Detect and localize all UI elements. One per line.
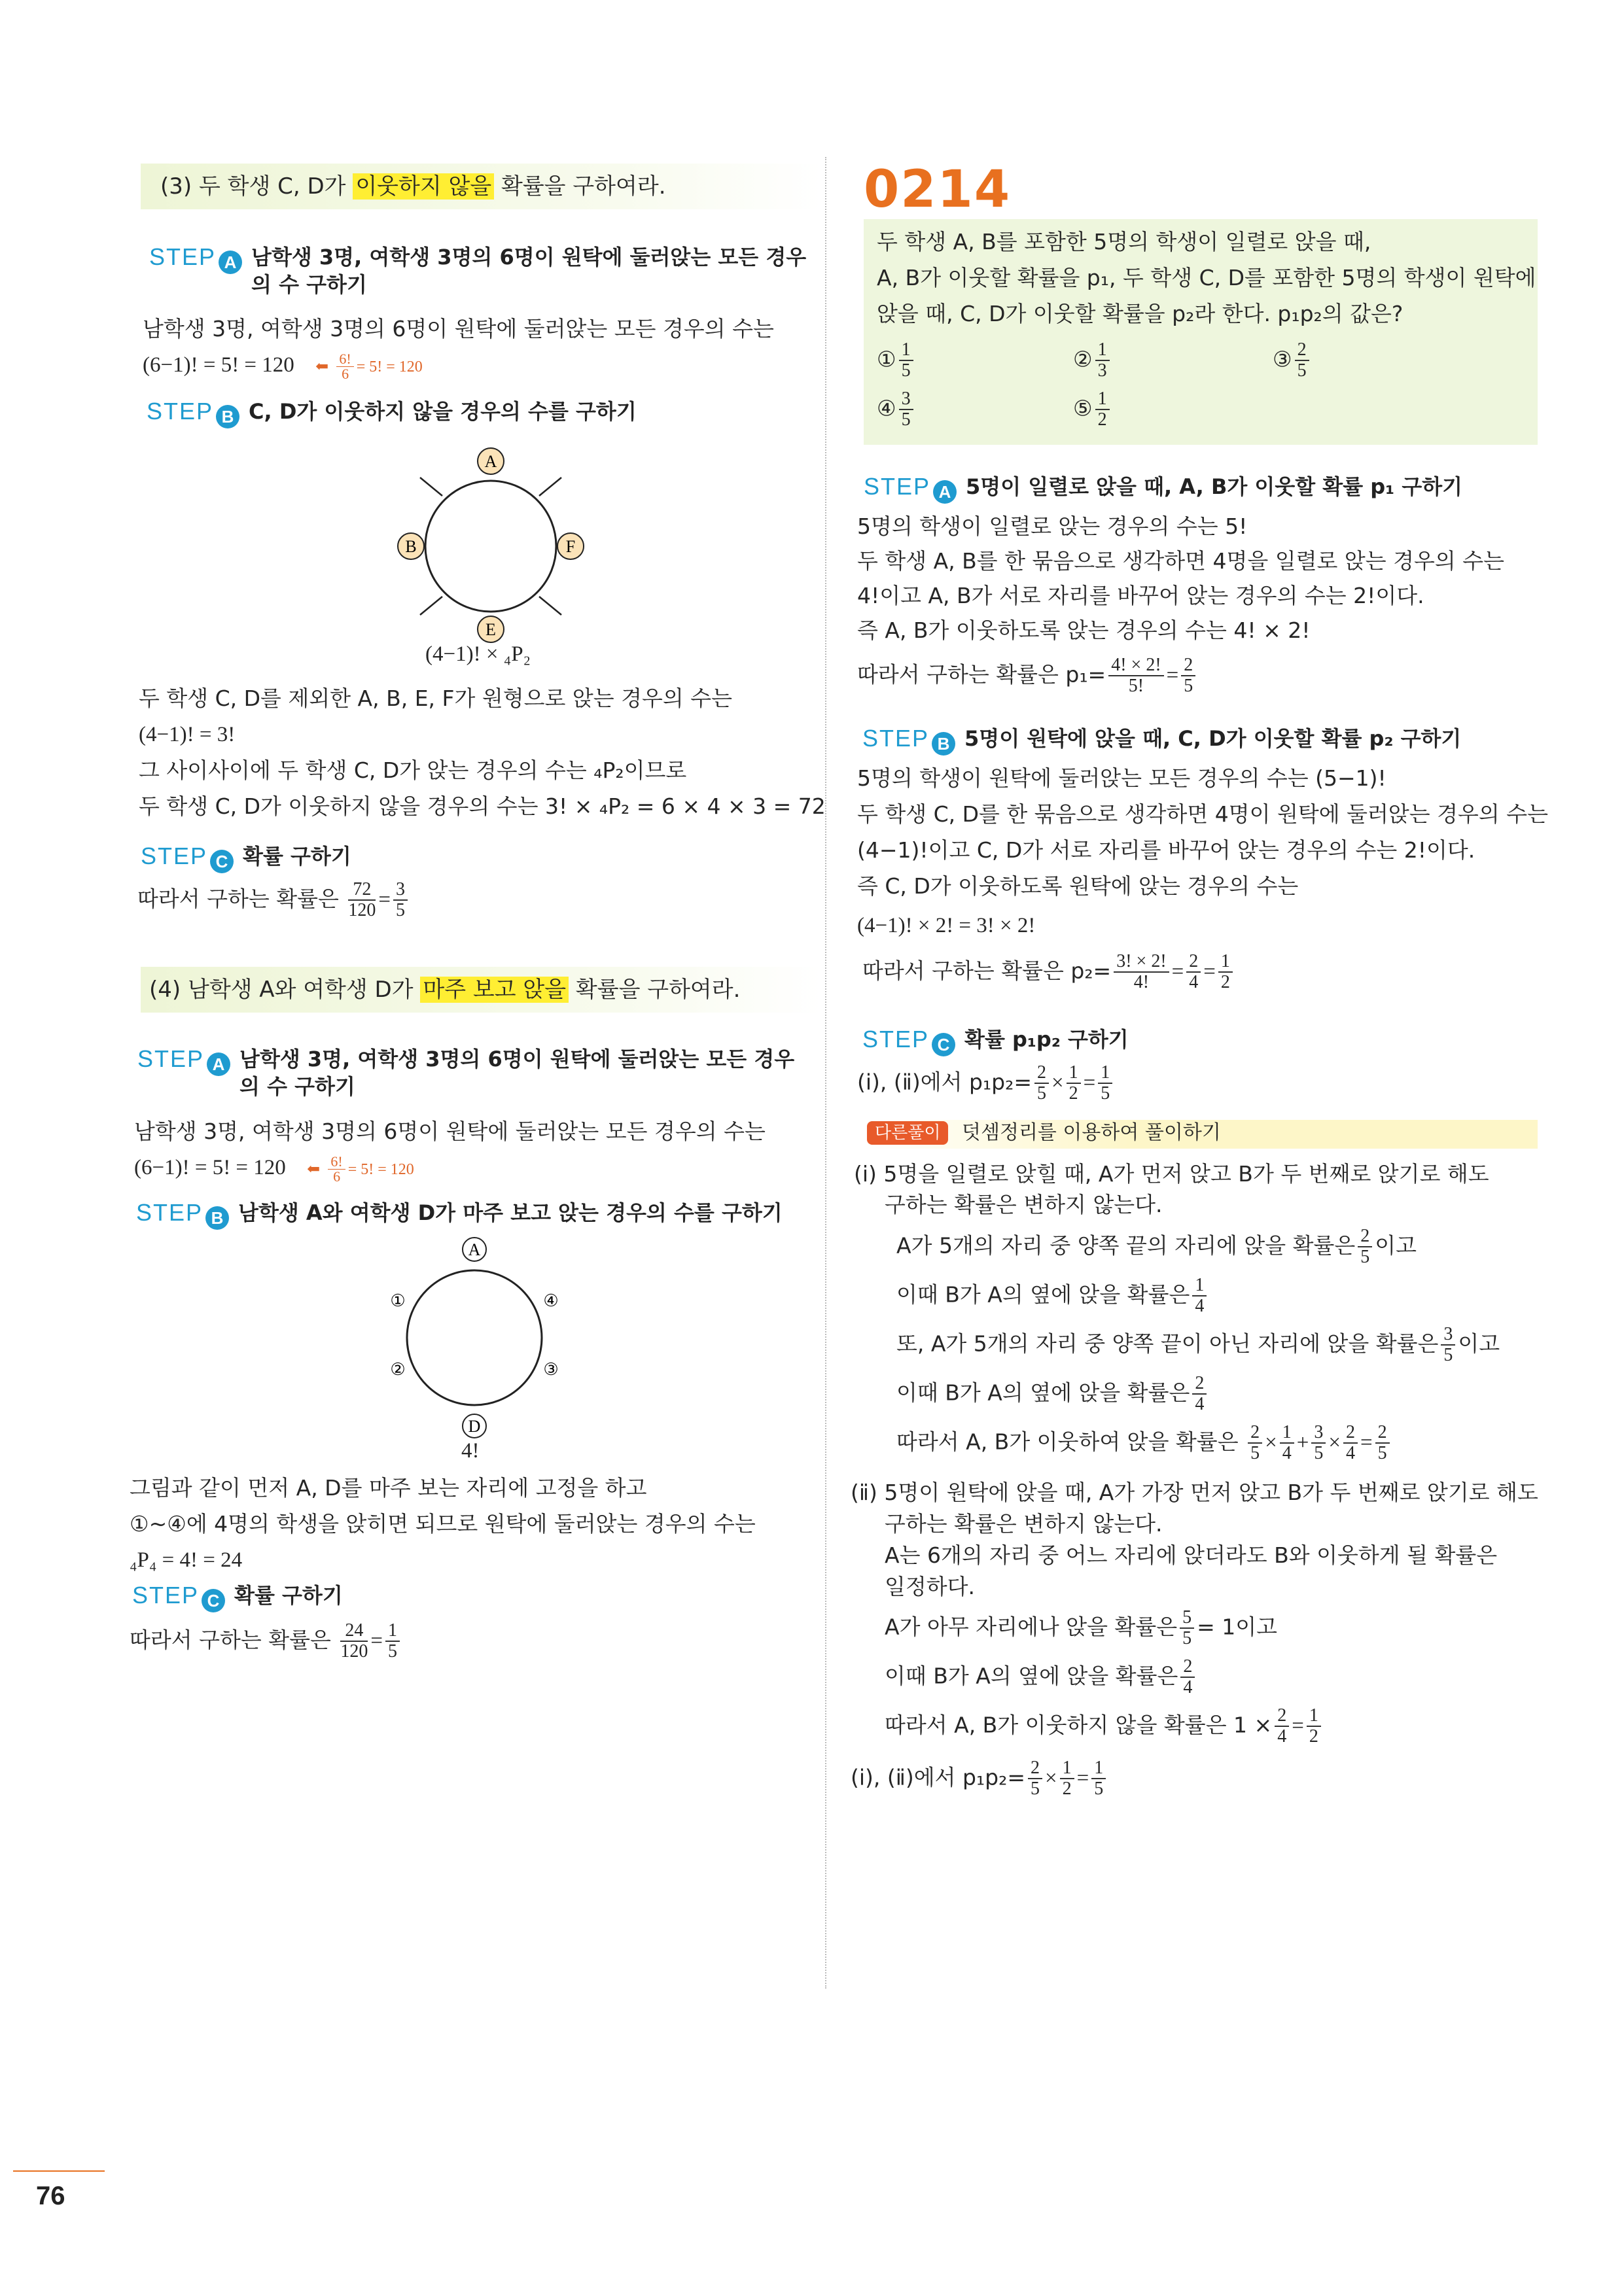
alt-i-l5: 또, A가 5개의 자리 중 양쪽 끝이 아닌 자리에 앉을 확률은 $\frac{3}{5}$ 이고 xyxy=(896,1324,1500,1365)
fraction: $\frac{1}{5}$ xyxy=(385,1621,400,1661)
fraction: $\frac{5}{5}$ xyxy=(1180,1608,1194,1648)
q3-step-b-line4: 두 학생 C, D가 이웃하지 않을 경우의 수는 3! × ₄P₂ = 6 × 4 × 3 = 72 xyxy=(139,793,826,819)
alt-i-l4: 이때 B가 A의 옆에 앉을 확률은 $\frac{1}{4}$ xyxy=(896,1276,1209,1316)
r-step-a-l2: 두 학생 A, B를 한 묶음으로 생각하면 4명을 일렬로 앉는 경우의 수는 xyxy=(857,548,1505,574)
alt-i-l6: 이때 B가 A의 옆에 앉을 확률은 $\frac{2}{4}$ xyxy=(896,1374,1209,1414)
r-step-a: STEP A 5명이 일렬로 앉을 때, A, B가 이웃할 확률 p₁ 구하기 xyxy=(864,473,1538,504)
q4-step-a-line2: (6−1)! = 5! = 120 ⬅ $\frac{6!}{6}$ = 5! = 120 xyxy=(134,1153,414,1185)
problem-line1: 두 학생 A, B를 포함한 5명의 학생이 일렬로 앉을 때, xyxy=(877,229,1371,254)
fraction: $\frac{1}{2}$ xyxy=(1095,389,1110,430)
r-step-a-l4: 즉 A, B가 이웃하도록 앉는 경우의 수는 4! × 2! xyxy=(857,617,1311,643)
fraction: $\frac{1}{5}$ xyxy=(899,340,913,381)
problem-number: 0214 xyxy=(864,160,1012,219)
seat-2-label: ② xyxy=(390,1360,406,1379)
note-arrow-icon: ⬅ xyxy=(307,1161,321,1179)
page-number: 76 xyxy=(36,2182,65,2210)
gap-mark xyxy=(539,597,561,615)
choice-2[interactable]: ② $\frac{1}{3}$ xyxy=(1073,340,1112,381)
q4-step-a: STEP A 남학생 3명, 여학생 3명의 6명이 원탁에 둘러앉는 모든 경우의 수 구하기 xyxy=(137,1045,818,1100)
q3-step-b-line2: (4−1)! = 3! xyxy=(139,723,236,746)
fraction: $\frac{1}{2}$ xyxy=(1060,1758,1074,1799)
alt-i-l1: (ⅰ) 5명을 일렬로 앉힐 때, A가 먼저 앉고 B가 두 번째로 앉기로 해도 xyxy=(854,1161,1489,1187)
q4-round-table-diagram xyxy=(366,1230,582,1446)
choice-5[interactable]: ⑤ $\frac{1}{2}$ xyxy=(1073,389,1112,430)
r-step-b-l4: 즉 C, D가 이웃하도록 원탁에 앉는 경우의 수는 xyxy=(857,873,1299,899)
fraction: $\frac{4! \times 2!}{5!}$ xyxy=(1108,655,1163,696)
r-step-b: STEP B 5명이 원탁에 앉을 때, C, D가 이웃할 확률 p₂ 구하기 xyxy=(862,725,1536,756)
fraction: $\frac{2}{5}$ xyxy=(1028,1758,1042,1799)
r-step-b-title: 5명이 원탁에 앉을 때, C, D가 이웃할 확률 p₂ 구하기 xyxy=(964,726,1462,751)
alt-ii-l2: 구하는 확률은 변하지 않는다. xyxy=(885,1511,1163,1537)
r-step-b-l2: 두 학생 C, D를 한 묶음으로 생각하면 4명이 원탁에 둘러앉는 경우의 수는 xyxy=(857,801,1549,827)
step-c-badge: C xyxy=(210,850,234,873)
q4-prompt: (4) 남학생 A와 여학생 D가 마주 보고 앉을 확률을 구하여라. xyxy=(149,977,741,1003)
step-a-badge: A xyxy=(207,1052,230,1076)
r-step-a-l1: 5명의 학생이 일렬로 앉는 경우의 수는 5! xyxy=(857,513,1248,539)
fraction: $\frac{2}{5}$ xyxy=(1248,1423,1262,1463)
q4-step-c: STEP C 확률 구하기 xyxy=(132,1582,800,1612)
seat-d-label: D xyxy=(468,1417,481,1436)
fraction: $\frac{1}{2}$ xyxy=(1218,952,1233,992)
q3-step-a-line2: (6−1)! = 5! = 120 ⬅ $\frac{6!}{6}$ = 5! = 120 xyxy=(143,351,423,382)
alt-ii-l5: A가 아무 자리에나 앉을 확률은 $\frac{5}{5}$ = 1이고 xyxy=(885,1607,1277,1648)
q3-step-b-line3: 그 사이사이에 두 학생 C, D가 앉는 경우의 수는 ₄P₂이므로 xyxy=(139,757,687,783)
fraction: $\frac{72}{120}$ xyxy=(348,879,376,920)
alt-ii-l4: 일정하다. xyxy=(885,1574,976,1599)
fraction: $\frac{1}{2}$ xyxy=(1307,1706,1321,1747)
seat-1-label: ① xyxy=(390,1291,406,1310)
gap-mark xyxy=(420,478,442,496)
seat-3-label: ③ xyxy=(543,1360,559,1379)
fraction: $\frac{1}{4}$ xyxy=(1192,1276,1207,1316)
q3-step-c: STEP C 확률 구하기 xyxy=(141,843,808,873)
step-b-badge: B xyxy=(932,732,955,756)
q4-step-b-line3: ₄P₄ = 4! = 24 xyxy=(130,1548,243,1572)
fraction: $\frac{2}{4}$ xyxy=(1180,1657,1195,1697)
seat-e-label: E xyxy=(485,620,496,639)
q3-highlight: 이웃하지 않을 xyxy=(353,173,494,200)
fraction: $\frac{2}{5}$ xyxy=(1358,1226,1372,1267)
alt-solution-title: 덧셈정리를 이용하여 풀이하기 xyxy=(962,1121,1221,1144)
problem-line3: 앉을 때, C, D가 이웃할 확률을 p₂라 한다. p₁p₂의 값은? xyxy=(877,301,1403,326)
q4-step-b-line2: ①~④에 4명의 학생을 앉히면 되므로 원탁에 둘러앉는 경우의 수는 xyxy=(130,1511,756,1537)
round-table-circle xyxy=(407,1270,542,1405)
round-table-circle xyxy=(425,481,556,612)
fraction: $\frac{1}{3}$ xyxy=(1095,340,1110,381)
fraction: $\frac{2}{4}$ xyxy=(1186,952,1201,992)
r-step-b-l5: (4−1)! × 2! = 3! × 2! xyxy=(857,914,1036,937)
q4-diagram-caption: 4! xyxy=(461,1439,480,1463)
choice-3[interactable]: ③ $\frac{2}{5}$ xyxy=(1273,340,1312,381)
step-c-badge: C xyxy=(932,1033,955,1056)
note-fraction: $\frac{6!}{6}$ xyxy=(336,352,353,381)
fraction: $\frac{3}{5}$ xyxy=(1311,1423,1326,1463)
column-divider xyxy=(825,157,826,1989)
fraction: $\frac{2}{4}$ xyxy=(1192,1374,1207,1414)
q3-step-a-title: 남학생 3명, 여학생 3명의 6명이 원탁에 둘러앉는 모든 경우의 수 구하기 xyxy=(251,245,807,297)
r-step-c: STEP C 확률 p₁p₂ 구하기 xyxy=(862,1026,1536,1056)
seat-b-label: B xyxy=(405,537,417,556)
alt-ii-l3: A는 6개의 자리 중 어느 자리에 앉더라도 B와 이웃하게 될 확률은 xyxy=(885,1542,1498,1568)
note-arrow-icon: ⬅ xyxy=(315,358,329,376)
fraction: $\frac{3}{5}$ xyxy=(393,880,408,920)
fraction: $\frac{1}{2}$ xyxy=(1067,1063,1081,1104)
q4-highlight: 마주 보고 앉을 xyxy=(420,977,569,1003)
step-c-badge: C xyxy=(202,1589,225,1612)
alt-final: (ⅰ), (ⅱ)에서 p₁p₂= $\frac{2}{5}$ × $\frac{1}{2}$ = $\frac{1}{5}$ xyxy=(851,1758,1108,1799)
fraction: $\frac{3}{5}$ xyxy=(899,389,913,430)
seat-a-label: A xyxy=(484,452,497,471)
seat-4-label: ④ xyxy=(543,1291,559,1310)
r-step-a-title: 5명이 일렬로 앉을 때, A, B가 이웃할 확률 p₁ 구하기 xyxy=(966,474,1463,499)
choice-1[interactable]: ① $\frac{1}{5}$ xyxy=(877,340,916,381)
q3-step-b-title: C, D가 이웃하지 않을 경우의 수를 구하기 xyxy=(249,399,637,424)
q4-step-a-title: 남학생 3명, 여학생 3명의 6명이 원탁에 둘러앉는 모든 경우의 수 구하기 xyxy=(239,1047,795,1099)
r-step-c-result: (ⅰ), (ⅱ)에서 p₁p₂= $\frac{2}{5}$ × $\frac{1}{2}$ = $\frac{1}{5}$ xyxy=(857,1063,1115,1104)
q3-round-table-diagram xyxy=(366,432,615,661)
q4-step-b: STEP B 남학생 A와 여학생 D가 마주 보고 앉는 경우의 수를 구하기 xyxy=(136,1199,817,1230)
step-b-badge: B xyxy=(216,405,239,428)
r-step-c-title: 확률 p₁p₂ 구하기 xyxy=(964,1027,1129,1052)
fraction: $\frac{2}{5}$ xyxy=(1181,655,1195,696)
fraction: $\frac{1}{4}$ xyxy=(1280,1423,1294,1463)
q4-step-c-title: 확률 구하기 xyxy=(234,1583,343,1608)
fraction: $\frac{2}{4}$ xyxy=(1343,1423,1358,1463)
r-step-a-l3: 4!이고 A, B가 서로 자리를 바꾸어 앉는 경우의 수는 2!이다. xyxy=(857,583,1424,608)
alt-ii-l7: 따라서 A, B가 이웃하지 않을 확률은 1 × $\frac{2}{4}$ = $\frac{1}{2}$ xyxy=(885,1706,1324,1747)
step-a-badge: A xyxy=(219,251,242,274)
seat-f-label: F xyxy=(565,537,576,556)
fraction: $\frac{2}{5}$ xyxy=(1295,340,1309,381)
fraction: $\frac{24}{120}$ xyxy=(340,1620,368,1661)
alt-ii-l1: (ⅱ) 5명이 원탁에 앉을 때, A가 가장 먼저 앉고 B가 두 번째로 앉기로 해도 xyxy=(851,1480,1538,1505)
alt-i-l3: A가 5개의 자리 중 양쪽 끝의 자리에 앉을 확률은 $\frac{2}{5}$ 이고 xyxy=(896,1226,1417,1267)
q3-step-c-title: 확률 구하기 xyxy=(243,844,351,869)
problem-line2: A, B가 이웃할 확률을 p₁, 두 학생 C, D를 포함한 5명의 학생이 원탁에 xyxy=(877,265,1536,290)
r-step-b-l1: 5명의 학생이 원탁에 둘러앉는 모든 경우의 수는 (5−1)! xyxy=(857,765,1386,791)
q3-step-c-result: 따라서 구하는 확률은 $\frac{72}{120}$ = $\frac{3}{5}$ xyxy=(137,880,410,920)
q4-step-c-result: 따라서 구하는 확률은 $\frac{24}{120}$ = $\frac{1}{5}$ xyxy=(130,1621,402,1661)
q4-step-b-title: 남학생 A와 여학생 D가 마주 보고 앉는 경우의 수를 구하기 xyxy=(238,1200,783,1225)
gap-mark xyxy=(420,597,442,615)
q4-step-a-line1: 남학생 3명, 여학생 3명의 6명이 원탁에 둘러앉는 모든 경우의 수는 xyxy=(134,1119,766,1144)
fraction: $\frac{3! \times 2!}{4!}$ xyxy=(1114,952,1169,992)
alt-i-l2: 구하는 확률은 변하지 않는다. xyxy=(885,1192,1163,1217)
r-step-b-l3: (4−1)!이고 C, D가 서로 자리를 바꾸어 앉는 경우의 수는 2!이다. xyxy=(857,837,1475,863)
q3-step-b: STEP B C, D가 이웃하지 않을 경우의 수를 구하기 xyxy=(147,398,814,428)
fraction: $\frac{3}{5}$ xyxy=(1441,1325,1455,1365)
q4-step-b-line1: 그림과 같이 먼저 A, D를 마주 보는 자리에 고정을 하고 xyxy=(130,1475,647,1501)
fraction: $\frac{1}{5}$ xyxy=(1091,1758,1106,1799)
q3-step-a: STEP A 남학생 3명, 여학생 3명의 6명이 원탁에 둘러앉는 모든 경우의 수 구하기 xyxy=(149,243,817,298)
q3-prompt: (3) 두 학생 C, D가 이웃하지 않을 확률을 구하여라. xyxy=(160,173,666,200)
q3-step-b-line1: 두 학생 C, D를 제외한 A, B, E, F가 원형으로 앉는 경우의 수는 xyxy=(139,686,733,711)
fraction: $\frac{1}{5}$ xyxy=(1098,1063,1112,1104)
r-step-b-l6: 따라서 구하는 확률은 p₂= $\frac{3! \times 2!}{4!}$ = $\frac{2}{4}$ = $\frac{1}{2}$ xyxy=(862,952,1235,992)
fraction: $\frac{2}{4}$ xyxy=(1275,1706,1289,1747)
note-fraction: $\frac{6!}{6}$ xyxy=(328,1155,345,1184)
fraction: $\frac{2}{5}$ xyxy=(1034,1063,1049,1104)
step-a-badge: A xyxy=(933,480,957,504)
alt-i-l7: 따라서 A, B가 이웃하여 앉을 확률은 $\frac{2}{5}$ × $\frac{1}{4}$ + $\frac{3}{5}$ × $\frac{2}{4}$ = $\frac{2}{5}$ xyxy=(896,1423,1392,1463)
alt-solution-badge: 다른풀이 xyxy=(867,1121,948,1145)
r-step-a-l5: 따라서 구하는 확률은 p₁= $\frac{4! \times 2!}{5!}$ = $\frac{2}{5}$ xyxy=(857,655,1198,696)
choice-4[interactable]: ④ $\frac{3}{5}$ xyxy=(877,389,916,430)
step-b-badge: B xyxy=(205,1206,229,1230)
seat-a-label: A xyxy=(468,1240,481,1259)
fraction: $\frac{2}{5}$ xyxy=(1375,1423,1390,1463)
alt-ii-l6: 이때 B가 A의 옆에 앉을 확률은 $\frac{2}{4}$ xyxy=(885,1657,1197,1697)
page-number-rule xyxy=(13,2170,105,2172)
q3-step-a-line1: 남학생 3명, 여학생 3명의 6명이 원탁에 둘러앉는 모든 경우의 수는 xyxy=(143,316,774,341)
q3-diagram-caption: (4−1)! × ₄P₂ xyxy=(425,642,531,666)
gap-mark xyxy=(539,478,561,496)
